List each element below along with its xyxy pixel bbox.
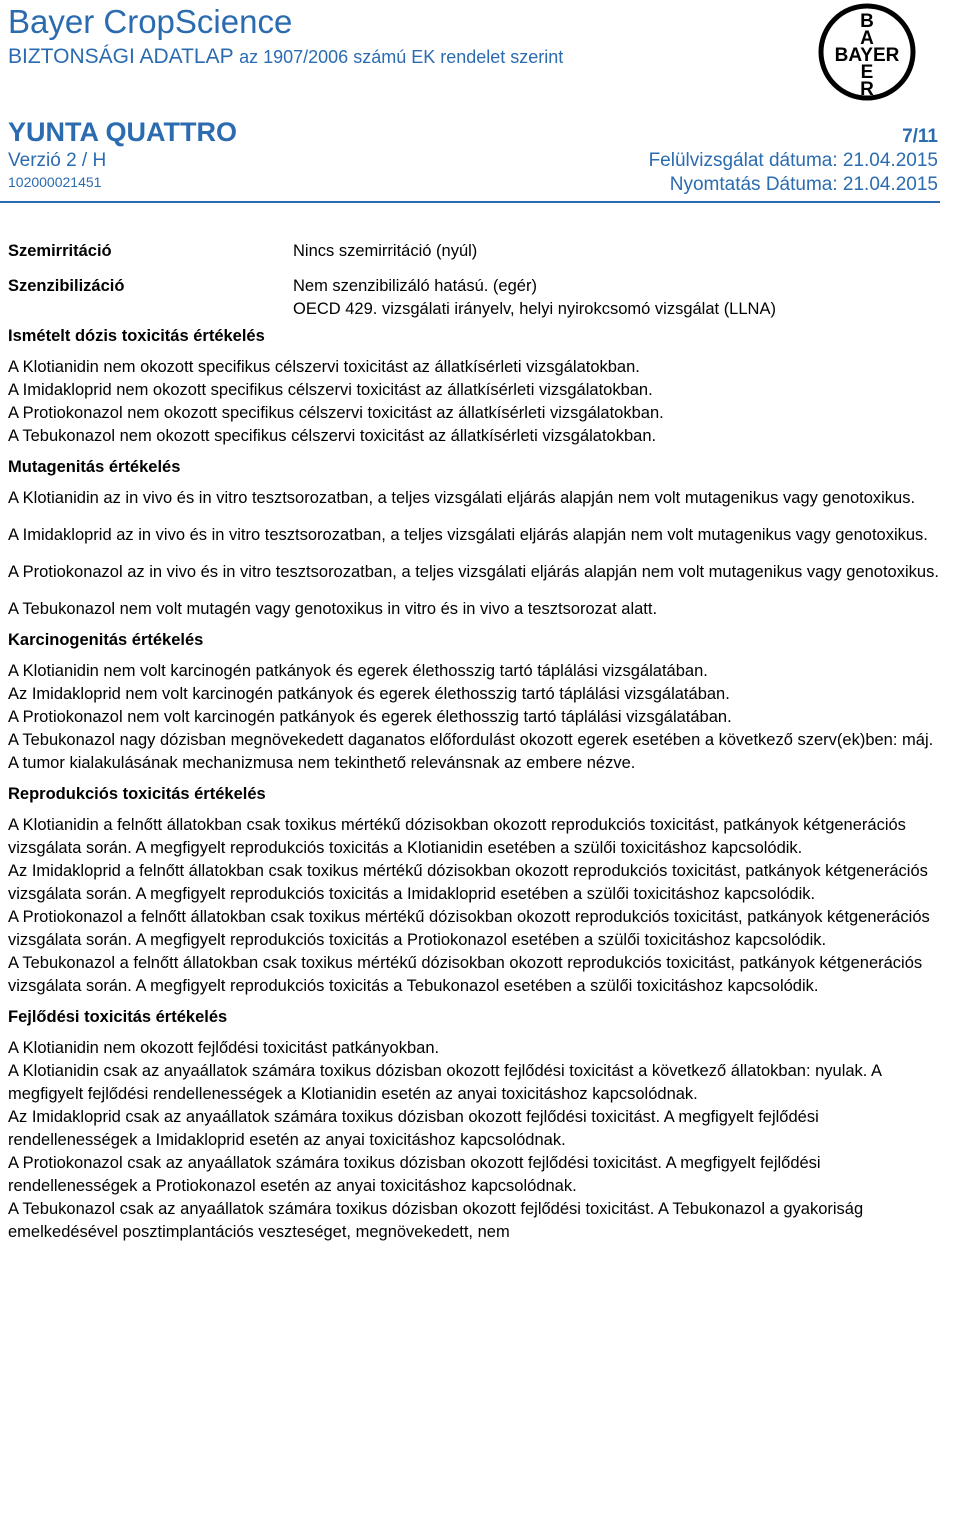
mutagenicity-heading: Mutagenitás értékelés <box>8 458 181 476</box>
mutagenicity-paragraph: A Klotianidin az in vivo és in vitro tesztsorozatban, a teljes vizsgálati eljárás alapján nem volt mutagenikus vagy genotoxikus. <box>8 489 916 507</box>
carcinogenicity-heading: Karcinogenitás értékelés <box>8 631 204 649</box>
document-type <box>8 44 563 70</box>
logo-letter-e-col: E <box>860 62 874 83</box>
developmental-toxicity-line: A Protiokonazol csak az anyaállatok számára toxikus dózisban okozott fejlődési toxicitást. A megfigyelt fejlődési rendellenességek a Protiokonazol esetén az anyai toxicitáshoz kapcsolódnak. <box>8 1154 821 1195</box>
logo-letter-y: Y <box>860 45 873 66</box>
sensitization-value-2: OECD 429. vizsgálati irányelv, helyi nyirokcsomó vizsgálat (LLNA) <box>293 300 776 318</box>
repeat-dose-line: A Protiokonazol nem okozott specifikus célszervi toxicitást az állatkísérleti vizsgálatokban. <box>8 404 664 422</box>
sensitization-value <box>293 275 943 321</box>
sensitization-label: Szenzibilizáció <box>8 277 125 295</box>
repeat-dose-line: A Klotianidin nem okozott specifikus célszervi toxicitást az állatkísérleti vizsgálatokban. <box>8 358 640 376</box>
eye-irritation-label: Szemirritáció <box>8 242 112 260</box>
repeat-dose-line: A Tebukonazol nem okozott specifikus célszervi toxicitást az állatkísérleti vizsgálatokban. <box>8 427 657 445</box>
eye-irritation-value: Nincs szemirritáció (nyúl) <box>293 242 478 260</box>
carcinogenicity-line: A Protiokonazol nem volt karcinogén patkányok és egerek élethosszig tartó táplálási vizsgálatában. <box>8 708 732 726</box>
carcinogenicity-line: A Klotianidin nem volt karcinogén patkányok és egerek élethosszig tartó táplálási vizsgálatában. <box>8 662 708 680</box>
version: Verzió 2 / H <box>8 150 107 171</box>
logo-letter-a: A <box>860 28 874 49</box>
repeat-dose-line: A Imidakloprid nem okozott specifikus célszervi toxicitást az állatkísérleti vizsgálatokban. <box>8 381 653 399</box>
mutagenicity-paragraph: A Tebukonazol nem volt mutagén vagy genotoxikus in vitro és in vivo a tesztsorozat alatt. <box>8 600 658 618</box>
reproductive-toxicity-line: A Klotianidin a felnőtt állatokban csak toxikus mértékű dózisokban okozott reprodukciós toxicitást, patkányok kétgenerációs vizsgálata során. A megfigyelt reprodukciós toxicitás a Klotianidin esetében a szülői toxicitáshoz kapcsolódik. <box>8 816 906 857</box>
logo-letter-r: R <box>885 45 900 66</box>
repeat-dose-heading: Ismételt dózis toxicitás értékelés <box>8 327 265 345</box>
reproductive-toxicity-heading: Reprodukciós toxicitás értékelés <box>8 785 266 803</box>
eye-irritation-row <box>8 240 943 263</box>
developmental-toxicity-line: A Klotianidin nem okozott fejlődési toxicitást patkányokban. <box>8 1039 440 1057</box>
reproductive-toxicity-line: A Protiokonazol a felnőtt állatokban csak toxikus mértékű dózisokban okozott reprodukciós toxicitást, patkányok kétgenerációs vizsgálata során. A megfigyelt reprodukciós toxicitás a Protiokonazol esetében a szülői toxicitáshoz kapcsolódik. <box>8 908 930 949</box>
logo-letter-b: B <box>860 11 874 32</box>
logo-letter-b2: B <box>834 45 849 66</box>
document-type-regulation: az 1907/2006 számú EK rendelet szerint <box>239 47 564 67</box>
sensitization-value-1: Nem szenzibilizáló hatású. (egér) <box>293 277 537 295</box>
sensitization-row <box>8 275 943 321</box>
reproductive-toxicity-line: Az Imidakloprid a felnőtt állatokban csak toxikus mértékű dózisokban okozott reprodukciós toxicitást, patkányok kétgenerációs vizsgálata során. A megfigyelt reprodukciós toxicitás a Imidakloprid esetében a szülői toxicitáshoz kapcsolódik. <box>8 862 928 903</box>
logo-letter-a2: A <box>848 45 861 66</box>
company-name: Bayer CropScience <box>8 3 293 40</box>
document-number: 102000021451 <box>8 174 102 190</box>
product-name: YUNTA QUATTRO <box>8 117 237 147</box>
carcinogenicity-line: A Tebukonazol nagy dózisban megnövekedett daganatos előfordulást okozott egerek esetében a következő szerv(ek)ben: máj. A tumor kialakulásának mechanizmusa nem tekinthető relevánsnak az embere nézve. <box>8 731 934 772</box>
document-type-main: BIZTONSÁGI ADATLAP <box>8 45 234 68</box>
document-body <box>8 240 943 1244</box>
developmental-toxicity-line: A Klotianidin csak az anyaállatok számára toxikus dózisban okozott fejlődési toxicitást a következő állatokban: nyulak. A megfigyelt fejlődési rendellenességek a Klotianidin esetén az anyai toxicitáshoz kapcsolódnak. <box>8 1062 882 1103</box>
logo-letter-e: E <box>872 45 886 66</box>
developmental-toxicity-heading: Fejlődési toxicitás értékelés <box>8 1008 228 1026</box>
mutagenicity-paragraph: A Protiokonazol az in vivo és in vitro tesztsorozatban, a teljes vizsgálati eljárás alapján nem volt mutagenikus vagy genotoxikus. <box>8 563 939 581</box>
bayer-cross-logo <box>817 2 917 102</box>
developmental-toxicity-line: A Tebukonazol csak az anyaállatok számára toxikus dózisban okozott fejlődési toxicitást. A Tebukonazol a gyakoriság emelkedésével posztimplantációs veszteséget, megnövekedett, nem <box>8 1200 864 1241</box>
print-date: Nyomtatás Dátuma: 21.04.2015 <box>669 174 938 195</box>
page-number: 7/11 <box>902 126 938 147</box>
developmental-toxicity-line: Az Imidakloprid csak az anyaállatok számára toxikus dózisban okozott fejlődési toxicitást. A megfigyelt fejlődési rendellenességek a Imidakloprid esetén az anyai toxicitáshoz kapcsolódnak. <box>8 1108 819 1149</box>
carcinogenicity-line: Az Imidakloprid nem volt karcinogén patkányok és egerek élethosszig tartó táplálási vizsgálatában. <box>8 685 730 703</box>
header-divider <box>0 201 940 203</box>
reproductive-toxicity-line: A Tebukonazol a felnőtt állatokban csak toxikus mértékű dózisokban okozott reprodukciós toxicitást, patkányok kétgenerációs vizsgálata során. A megfigyelt reprodukciós toxicitás a Tebukonazol esetében a szülői toxicitáshoz kapcsolódik. <box>8 954 923 995</box>
logo-letter-r-col: R <box>860 79 874 100</box>
revision-date: Felülvizsgálat dátuma: 21.04.2015 <box>648 150 938 171</box>
mutagenicity-paragraph: A Imidakloprid az in vivo és in vitro tesztsorozatban, a teljes vizsgálati eljárás alapján nem volt mutagenikus vagy genotoxikus. <box>8 526 928 544</box>
